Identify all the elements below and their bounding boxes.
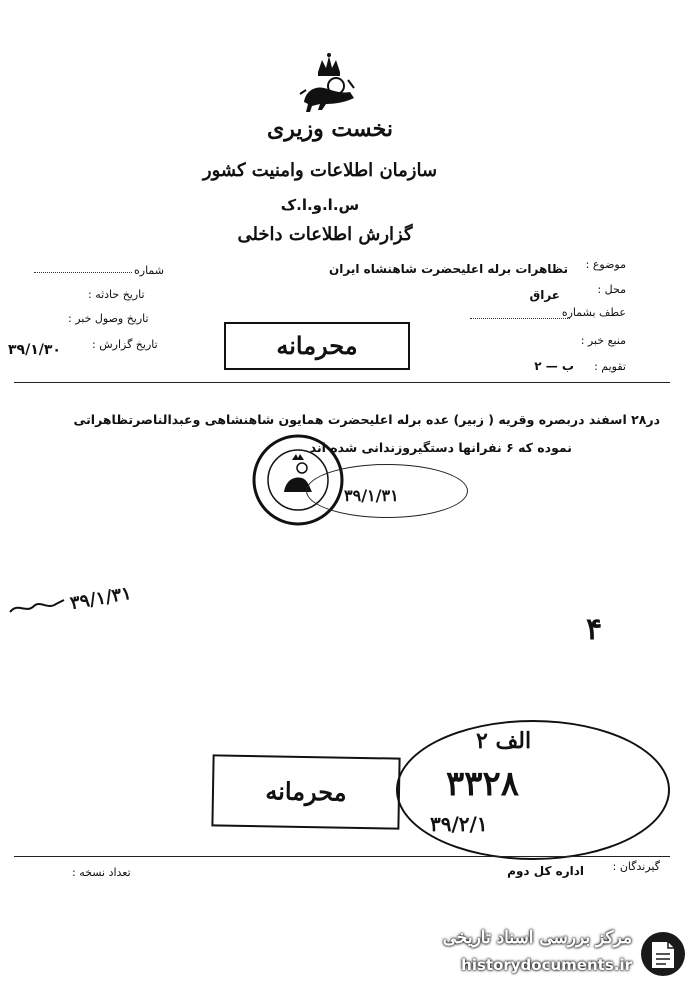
classification-stamp bbox=[224, 322, 410, 370]
calendar-label: تقویم : bbox=[594, 360, 626, 373]
handwritten-mark-right: ۴ bbox=[586, 612, 603, 647]
calendar-value: ب — ۲ bbox=[534, 359, 574, 373]
footer-divider bbox=[14, 856, 670, 857]
classification-stamp-bottom bbox=[211, 754, 400, 829]
agency-code: س.ا.و.ا.ک bbox=[280, 196, 360, 214]
report-date-value: ۳۹/۱/۳۰ bbox=[8, 342, 61, 358]
number-label: شماره bbox=[134, 264, 165, 277]
report-body-line-2: نموده که ۶ نفرانها دستگیروزندانی شده اند bbox=[309, 440, 572, 455]
source-label: منبع خبر : bbox=[580, 334, 626, 347]
reference-line bbox=[470, 318, 570, 319]
watermark bbox=[416, 924, 692, 986]
place-value: عراق bbox=[529, 288, 560, 302]
receipt-date-label: تاریخ وصول خبر : bbox=[68, 312, 149, 325]
handwritten-date-left: ۳۹/۱/۳۱ bbox=[68, 582, 133, 615]
report-date-label: تاریخ گزارش : bbox=[92, 338, 158, 351]
watermark-name: مرکز بررسی اسناد تاریخی bbox=[442, 928, 632, 948]
archive-document-logo bbox=[638, 928, 688, 980]
classification-stamp-bottom-text: محرمانه bbox=[265, 776, 347, 807]
classification-stamp-text: محرمانه bbox=[276, 331, 358, 360]
copies-label: تعداد نسخه : bbox=[72, 866, 131, 879]
incident-date-label: تاریخ حادثه : bbox=[88, 288, 145, 301]
number-line bbox=[34, 272, 132, 273]
reference-label: عطف بشماره bbox=[561, 306, 626, 319]
registry-ellipse bbox=[396, 720, 670, 860]
report-type-title: گزارش اطلاعات داخلی bbox=[237, 224, 413, 245]
registry-date: ۳۹/۲/۱ bbox=[430, 812, 488, 836]
recipients-label: گیرندگان : bbox=[612, 860, 660, 873]
watermark-url: historydocuments.ir bbox=[461, 956, 632, 974]
subject-label: موضوع : bbox=[585, 258, 626, 271]
handwritten-signature-left bbox=[8, 592, 68, 618]
place-label: محل : bbox=[597, 283, 626, 296]
registry-number: ۳۳۲۸ bbox=[446, 764, 520, 804]
registry-header: الف ۲ bbox=[476, 728, 532, 754]
lion-and-sun-crown-emblem bbox=[296, 50, 362, 116]
seal-date: ۳۹/۱/۳۱ bbox=[344, 486, 399, 505]
ministry-title: نخست وزیری bbox=[267, 116, 393, 142]
subject-value: تظاهرات برله اعلیحضرت شاهنشاه ایران bbox=[329, 262, 568, 276]
recipients-value: اداره کل دوم bbox=[507, 864, 584, 878]
header-divider bbox=[14, 382, 670, 383]
organization-title: سازمان اطلاعات وامنیت کشور bbox=[202, 160, 438, 181]
report-body-line-1: در۲۸ اسفند دربصره وقریه ( زبیر) عده برله اعلیحضرت همایون شاهنشاهی وعبدالناصرتظاهراتی bbox=[73, 412, 660, 427]
